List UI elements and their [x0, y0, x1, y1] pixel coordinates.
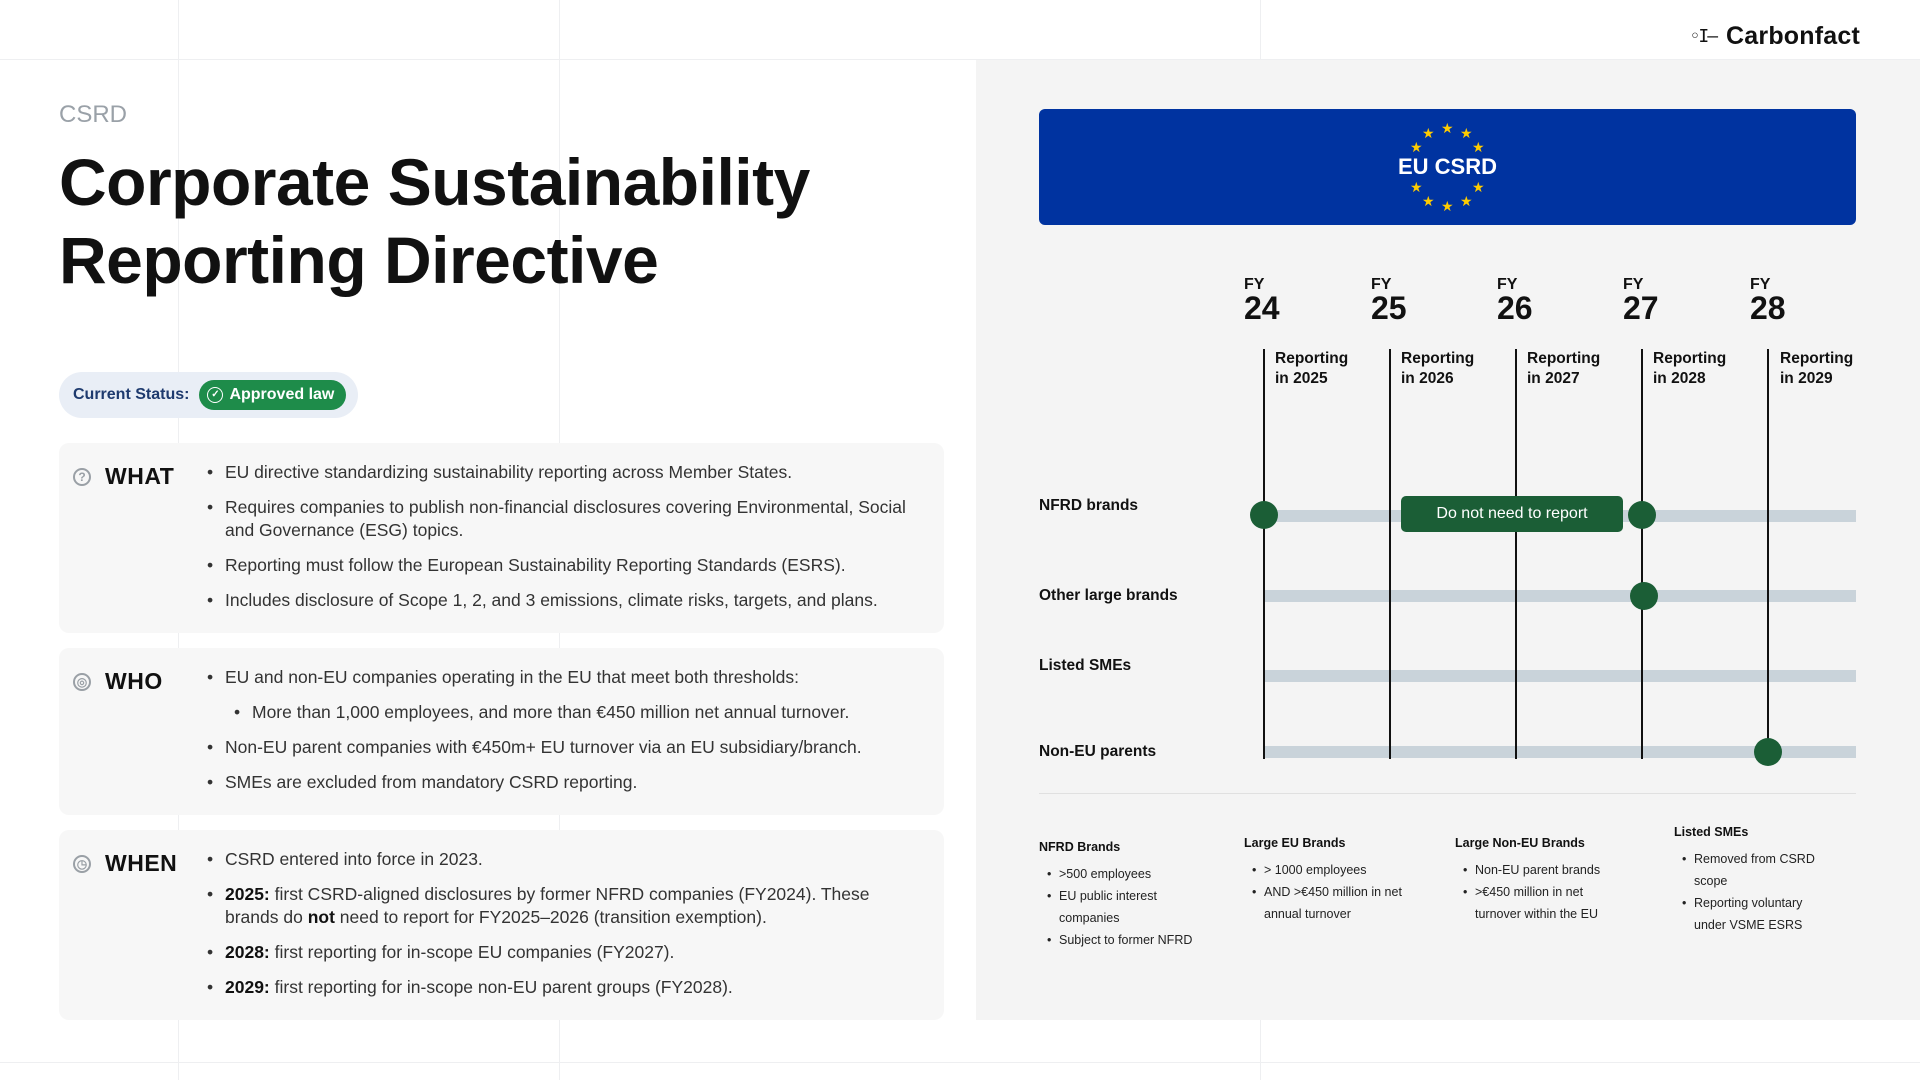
fy-header — [1497, 276, 1533, 326]
legend-item: • >500 employees — [1039, 863, 1214, 885]
list-subitem: • More than 1,000 employees, and more than €450 million net annual turnover. — [207, 701, 927, 724]
milestone-dot — [1754, 738, 1782, 766]
clock-icon: ◷ — [73, 855, 91, 873]
star-icon: ★ — [1460, 125, 1473, 141]
item-text: first CSRD-aligned disclosures by former NFRD companies (FY2024). These brands do — [225, 884, 870, 927]
list-item — [207, 883, 927, 929]
legend-column — [1244, 836, 1434, 925]
fy-prefix: FY — [1371, 276, 1392, 293]
who-header — [73, 668, 163, 695]
legend-divider — [1039, 793, 1856, 794]
grid-line — [1260, 0, 1261, 60]
item-text: CSRD entered into force in 2023. — [225, 849, 483, 869]
item-text: need to report for FY2025–2026 (transition exemption). — [334, 907, 767, 927]
fy-header — [1750, 276, 1786, 326]
star-icon: ★ — [1422, 193, 1435, 209]
when-heading: WHEN — [105, 850, 178, 876]
list-item: • EU directive standardizing sustainability reporting across Member States. — [207, 461, 927, 484]
legend-item: • Subject to former NFRD — [1039, 929, 1214, 951]
list-item — [207, 941, 927, 964]
fy-prefix: FY — [1623, 276, 1644, 293]
legend-column — [1674, 825, 1834, 936]
star-icon: ★ — [1441, 120, 1454, 136]
grid-line — [0, 1062, 1920, 1063]
item-year: 2029: — [225, 977, 270, 997]
legend-column — [1455, 836, 1625, 925]
legend-item: • EU public interest companies — [1039, 885, 1179, 929]
eu-csrd-banner — [1039, 109, 1856, 225]
brand-name: Carbonfact — [1726, 22, 1860, 50]
status-value: Approved law — [229, 386, 335, 403]
reporting-label: Reporting in 2029 — [1780, 350, 1854, 387]
list-item: • SMEs are excluded from mandatory CSRD reporting. — [207, 771, 927, 794]
item-year: 2025: — [225, 884, 270, 904]
list-item: • Requires companies to publish non-financial disclosures covering Environmental, Social and Governance (ESG) topics. — [207, 496, 927, 542]
page-title: Corporate Sustainability Reporting Directive — [59, 145, 810, 297]
banner-text: EU CSRD — [1397, 154, 1497, 179]
list-item — [207, 976, 927, 999]
brand-logo — [1690, 22, 1860, 51]
reporting-label: Reporting in 2027 — [1527, 350, 1601, 387]
list-item: • Reporting must follow the European Sustainability Reporting Standards (ESRS). — [207, 554, 927, 577]
when-header — [73, 850, 177, 877]
fy-prefix: FY — [1244, 276, 1265, 293]
fy-year: 28 — [1750, 290, 1786, 326]
who-heading: WHO — [105, 668, 163, 694]
fy-year: 26 — [1497, 290, 1533, 326]
fy-column-line — [1263, 349, 1265, 759]
fy-column-line — [1641, 349, 1643, 759]
brand-mark-icon: ◦I— — [1689, 26, 1717, 47]
row-label: Non-EU parents — [1039, 743, 1157, 760]
fy-prefix: FY — [1750, 276, 1771, 293]
legend-item: • AND >€450 million in net annual turnover — [1244, 881, 1424, 925]
what-heading: WHAT — [105, 463, 175, 489]
legend-item: • Reporting voluntary under VSME ESRS — [1674, 892, 1834, 936]
fy-header — [1623, 276, 1659, 326]
item-text: first reporting for in-scope non-EU parent groups (FY2028). — [269, 977, 733, 997]
list-item: • EU and non-EU companies operating in the EU that meet both thresholds: — [207, 666, 927, 689]
legend-item: • > 1000 employees — [1244, 859, 1434, 881]
fy-year: 25 — [1371, 290, 1407, 326]
list-item: • Non-EU parent companies with €450m+ EU turnover via an EU subsidiary/branch. — [207, 736, 927, 759]
item-year: 2028: — [225, 942, 270, 962]
what-card — [59, 443, 944, 633]
row-label: Listed SMEs — [1039, 657, 1132, 674]
star-icon: ★ — [1410, 179, 1423, 195]
target-icon: ◎ — [73, 673, 91, 691]
exemption-label: Do not need to report — [1401, 496, 1623, 532]
milestone-dot — [1630, 582, 1658, 610]
status-badge — [199, 380, 346, 410]
status-label: Current Status: — [73, 386, 190, 403]
milestone-dot — [1628, 501, 1656, 529]
star-icon: ★ — [1460, 193, 1473, 209]
item-emphasis: not — [307, 907, 335, 927]
grid-line — [1260, 1020, 1261, 1080]
who-card — [59, 648, 944, 815]
list-item — [207, 848, 927, 871]
what-list — [207, 461, 927, 624]
legend-item: • >€450 million in net turnover within the EU — [1455, 881, 1625, 925]
fy-prefix: FY — [1497, 276, 1518, 293]
legend-column — [1039, 840, 1214, 951]
legend-title: Listed SMEs — [1674, 825, 1749, 839]
status-indicator — [59, 372, 358, 418]
fy-column-line — [1389, 349, 1391, 759]
when-list — [207, 848, 927, 1011]
star-icon: ★ — [1472, 139, 1485, 155]
check-circle-icon: ✓ — [207, 387, 223, 403]
reporting-label: Reporting in 2025 — [1275, 350, 1349, 387]
when-card — [59, 830, 944, 1020]
row-label: NFRD brands — [1039, 497, 1139, 514]
what-header — [73, 463, 174, 490]
legend-title: Large Non-EU Brands — [1455, 836, 1585, 850]
reporting-label: Reporting in 2028 — [1653, 350, 1727, 387]
star-icon: ★ — [1472, 179, 1485, 195]
fy-year: 27 — [1623, 290, 1659, 326]
fy-header — [1371, 276, 1407, 326]
milestone-dot — [1250, 501, 1278, 529]
legend-item: • Removed from CSRD scope — [1674, 848, 1834, 892]
item-text: first reporting for in-scope EU companies (FY2027). — [269, 942, 675, 962]
legend-item: • Non-EU parent brands — [1455, 859, 1625, 881]
legend-title: NFRD Brands — [1039, 840, 1121, 854]
who-list — [207, 666, 927, 806]
fy-year: 24 — [1244, 290, 1280, 326]
list-item: • Includes disclosure of Scope 1, 2, and 3 emissions, climate risks, targets, and plans. — [207, 589, 927, 612]
star-icon: ★ — [1441, 198, 1454, 214]
page-eyebrow: CSRD — [59, 101, 128, 128]
star-icon: ★ — [1422, 125, 1435, 141]
legend-title: Large EU Brands — [1244, 836, 1346, 850]
star-icon: ★ — [1410, 139, 1423, 155]
fy-column-line — [1767, 349, 1769, 759]
reporting-label: Reporting in 2026 — [1401, 350, 1475, 387]
question-icon: ? — [73, 468, 91, 486]
fy-column-line — [1515, 349, 1517, 759]
fy-header — [1244, 276, 1280, 326]
row-label: Other large brands — [1039, 587, 1178, 604]
